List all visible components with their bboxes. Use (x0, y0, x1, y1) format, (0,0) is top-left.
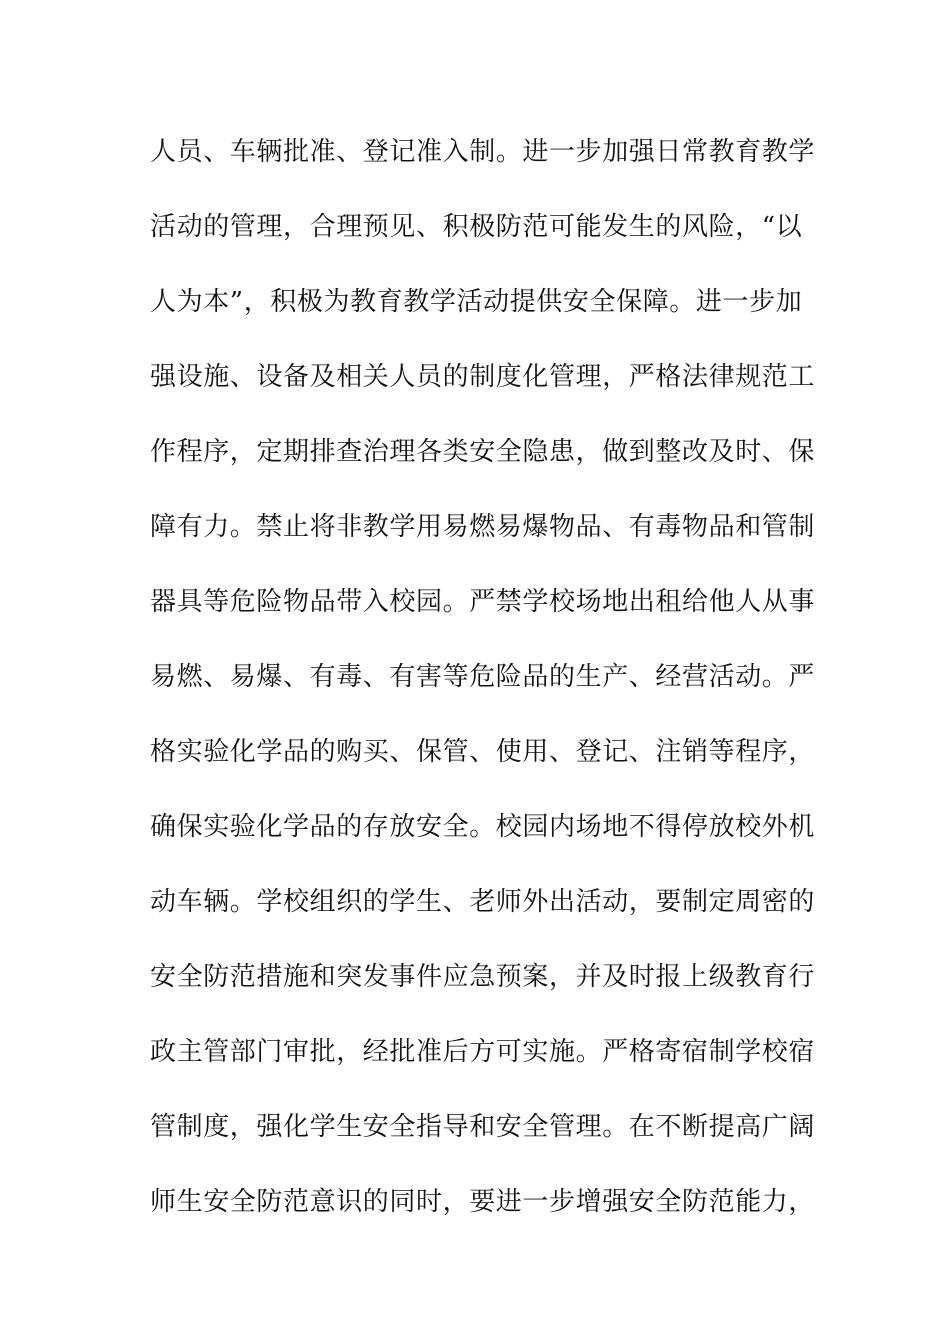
text-line: 管制度，强化学生安全指导和安全管理。在不断提高广阔 (150, 1112, 816, 1142)
text-line: 人为本”，积极为教育教学活动提供安全保障。进一步加 (150, 287, 803, 317)
text-line: 格实验化学品的购买、保管、使用、登记、注销等程序， (150, 737, 816, 767)
text-line: 政主管部门审批，经批准后方可实施。严格寄宿制学校宿 (150, 1037, 816, 1067)
text-line: 障有力。禁止将非教学用易燃易爆物品、有毒物品和管制 (150, 512, 816, 542)
body-text (150, 128, 816, 1253)
text-line: 作程序，定期排查治理各类安全隐患，做到整改及时、保 (150, 437, 816, 467)
text-line: 确保实验化学品的存放安全。校园内场地不得停放校外机 (150, 812, 816, 842)
text-line: 易燃、易爆、有毒、有害等危险品的生产、经营活动。严 (150, 662, 816, 692)
text-line: 动车辆。学校组织的学生、老师外出活动，要制定周密的 (150, 887, 816, 917)
text-line: 器具等危险物品带入校园。严禁学校场地出租给他人从事 (150, 587, 816, 617)
text-line: 强设施、设备及相关人员的制度化管理，严格法律规范工 (150, 362, 816, 392)
text-line: 师生安全防范意识的同时，要进一步增强安全防范能力， (150, 1187, 816, 1217)
text-line: 安全防范措施和突发事件应急预案，并及时报上级教育行 (150, 962, 816, 992)
text-line: 活动的管理，合理预见、积极防范可能发生的风险，“以 (150, 212, 803, 242)
text-line: 人员、车辆批准、登记准入制。进一步加强日常教育教学 (150, 137, 816, 167)
